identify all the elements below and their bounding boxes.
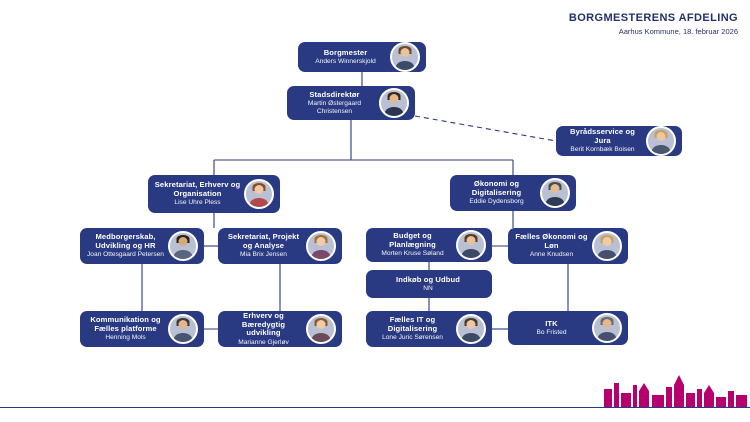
org-node-title: Medborgerskab, Udvikling og HR [95,232,156,250]
avatar [390,42,420,72]
avatar-head [603,237,612,246]
avatar [306,231,336,261]
avatar-head [317,320,326,329]
org-node-sekretariat[interactable] [148,175,280,213]
avatar [168,314,198,344]
avatar [168,231,198,261]
avatar-head [551,184,560,193]
org-node-text [154,181,243,206]
org-node-text [372,276,486,293]
skyline-graphic [600,365,750,407]
avatar-head [179,320,188,329]
org-node-person: Eddie Dydensborg [469,198,524,206]
org-node-title: Indkøb og Udbud [396,274,460,284]
avatar-head [467,236,476,245]
org-node-text [293,91,378,115]
org-node-title: Stadsdirektør [309,89,360,99]
org-node-text [372,232,455,257]
org-node-text [86,316,167,341]
org-node-text [372,316,455,341]
avatar [244,179,274,209]
org-node-indkob[interactable] [366,270,492,298]
org-node-text [86,233,167,258]
org-node-title: Byrådsservice og Jura [570,127,635,145]
org-node-budget[interactable] [366,228,492,262]
avatar-head [603,319,612,328]
avatar-head [390,94,399,103]
org-node-itk[interactable] [508,311,628,345]
avatar-head [317,237,326,246]
org-node-text [304,49,389,66]
avatar [646,126,676,156]
avatar-body [174,333,193,344]
org-node-person: Henning Mols [105,334,146,342]
org-node-text [224,312,305,346]
org-node-person: Bo Fristed [536,329,567,337]
org-node-person: Mia Brix Jensen [240,251,287,259]
avatar [592,313,622,343]
avatar-head [255,185,264,194]
avatar-body [462,249,481,260]
org-node-medborger[interactable] [80,228,204,264]
avatar-body [312,250,331,261]
avatar-body [462,333,481,344]
avatar [540,178,570,208]
org-node-erhverv[interactable] [218,311,342,347]
avatar-body [385,107,404,118]
org-node-text [562,128,645,153]
avatar-body [396,61,415,72]
org-node-title: Fælles IT og Digitalisering [387,315,438,333]
org-node-person: NN [423,285,433,293]
avatar-head [179,237,188,246]
org-node-title: Fælles Økonomi og Løn [515,232,588,250]
org-node-text [514,233,591,258]
avatar-head [657,132,666,141]
org-node-title: Budget og Planlægning [389,231,436,249]
org-node-person: Joan Ottesgaard Petersen [87,251,164,259]
org-node-stadsdirektor[interactable] [287,86,415,120]
avatar [456,230,486,260]
avatar-body [598,250,617,261]
org-node-person: Marianne Gjerløv [238,338,289,346]
avatar-body [652,145,671,156]
org-node-title: Kommunikation og Fælles platforme [90,315,161,333]
org-node-byradsservice[interactable] [556,126,682,156]
avatar-body [174,250,193,261]
org-node-person: Berit Kornbæk Boisen [570,146,635,154]
org-node-borgmester[interactable] [298,42,426,72]
avatar [379,88,409,118]
org-node-okonomi[interactable] [450,175,576,211]
avatar-head [401,48,410,57]
org-node-text [224,233,305,258]
avatar [456,314,486,344]
org-node-title: Erhverv og Bæredygtig udvikling [241,311,286,338]
avatar-body [312,333,331,344]
avatar-body [546,197,565,208]
org-node-title: ITK [545,318,558,328]
org-node-kommunikation[interactable] [80,311,204,347]
page-title: BORGMESTERENS AFDELING [568,12,738,24]
org-node-title: Borgmester [323,47,368,57]
org-node-title: Sekretariat, Erhverv og Organisation [154,180,241,198]
org-node-person: Lone Juric Sørensen [382,334,443,342]
org-node-person: Anders Winnerskjold [315,58,376,66]
org-node-person: Lise Uhre Pless [174,199,221,207]
org-node-sekr-projekt[interactable] [218,228,342,264]
org-node-title: Sekretariat, Projekt og Analyse [227,232,300,250]
org-node-person: Martin Østergaard Christensen [307,100,362,115]
avatar-body [598,332,617,343]
org-node-title: Økonomi og Digitalisering [471,179,522,197]
page-subtitle: Aarhus Kommune, 18. februar 2026 [618,27,738,36]
org-node-text [514,320,591,337]
avatar [306,314,336,344]
org-node-person: Morten Kruse Søland [381,250,444,258]
org-node-person: Anne Knudsen [529,251,574,259]
avatar-head [467,320,476,329]
org-node-faelles-it[interactable] [366,311,492,347]
org-node-text [456,180,539,205]
avatar-body [250,198,269,209]
org-node-faelles-okon[interactable] [508,228,628,264]
avatar [592,231,622,261]
